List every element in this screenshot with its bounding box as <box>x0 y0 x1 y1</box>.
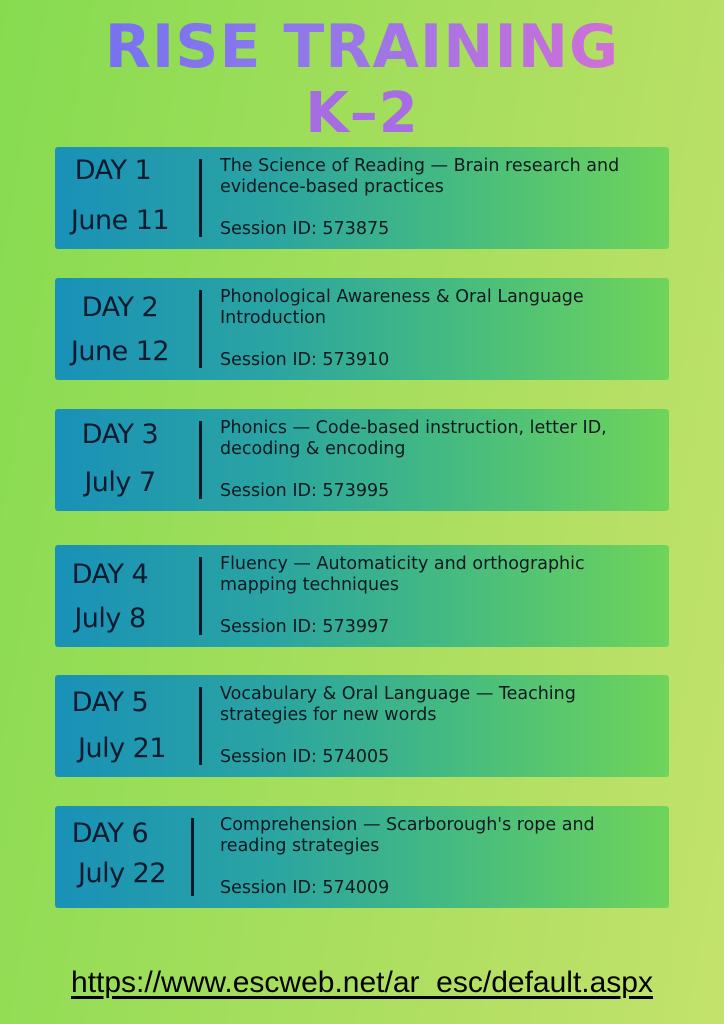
registration-link[interactable]: https://www.escweb.net/ar_esc/default.aspx <box>71 966 653 999</box>
page-title: RISE TRAINING <box>0 12 724 82</box>
session-description: The Science of Reading — Brain research and evidence-based practices <box>220 156 620 197</box>
session-card-day-2 <box>55 278 669 380</box>
session-id: Session ID: 573875 <box>220 219 390 239</box>
session-card-day-3 <box>55 409 669 511</box>
day-date: July 8 <box>74 603 146 634</box>
day-column <box>55 409 195 511</box>
session-card-day-6 <box>55 806 669 908</box>
session-description: Fluency — Automaticity and orthographic mapping techniques <box>220 554 585 595</box>
session-card-day-1 <box>55 147 669 249</box>
session-description: Phonics — Code-based instruction, letter ID, decoding & encoding <box>220 418 607 459</box>
session-id: Session ID: 573910 <box>220 350 390 370</box>
day-column <box>55 278 195 380</box>
day-column <box>55 806 195 908</box>
day-date: June 11 <box>70 205 170 236</box>
divider <box>199 687 202 765</box>
session-card-day-5 <box>55 675 669 777</box>
session-description: Phonological Awareness & Oral Language Introduction <box>220 287 584 328</box>
session-id: Session ID: 573997 <box>220 617 390 637</box>
day-column <box>55 675 195 777</box>
day-date: June 12 <box>70 336 170 367</box>
day-label: DAY 2 <box>81 292 159 323</box>
divider <box>199 421 202 499</box>
page-subtitle: K–2 <box>0 82 724 146</box>
day-date: July 22 <box>78 858 166 889</box>
day-label: DAY 3 <box>81 419 159 450</box>
session-id: Session ID: 574005 <box>220 747 390 767</box>
day-label: DAY 1 <box>74 155 152 186</box>
session-description: Vocabulary & Oral Language — Teaching strategies for new words <box>220 684 576 725</box>
day-label: DAY 4 <box>71 559 149 590</box>
day-date: July 21 <box>78 733 166 764</box>
day-date: July 7 <box>84 467 156 498</box>
divider <box>199 290 202 368</box>
divider <box>199 557 202 635</box>
divider <box>199 159 202 237</box>
session-id: Session ID: 574009 <box>220 878 390 898</box>
session-id: Session ID: 573995 <box>220 481 390 501</box>
divider <box>191 818 194 896</box>
session-description: Comprehension — Scarborough's rope and reading strategies <box>220 815 595 856</box>
day-label: DAY 5 <box>71 687 149 718</box>
day-label: DAY 6 <box>71 818 149 849</box>
day-column <box>55 545 195 647</box>
session-card-day-4 <box>55 545 669 647</box>
day-column <box>55 147 195 249</box>
